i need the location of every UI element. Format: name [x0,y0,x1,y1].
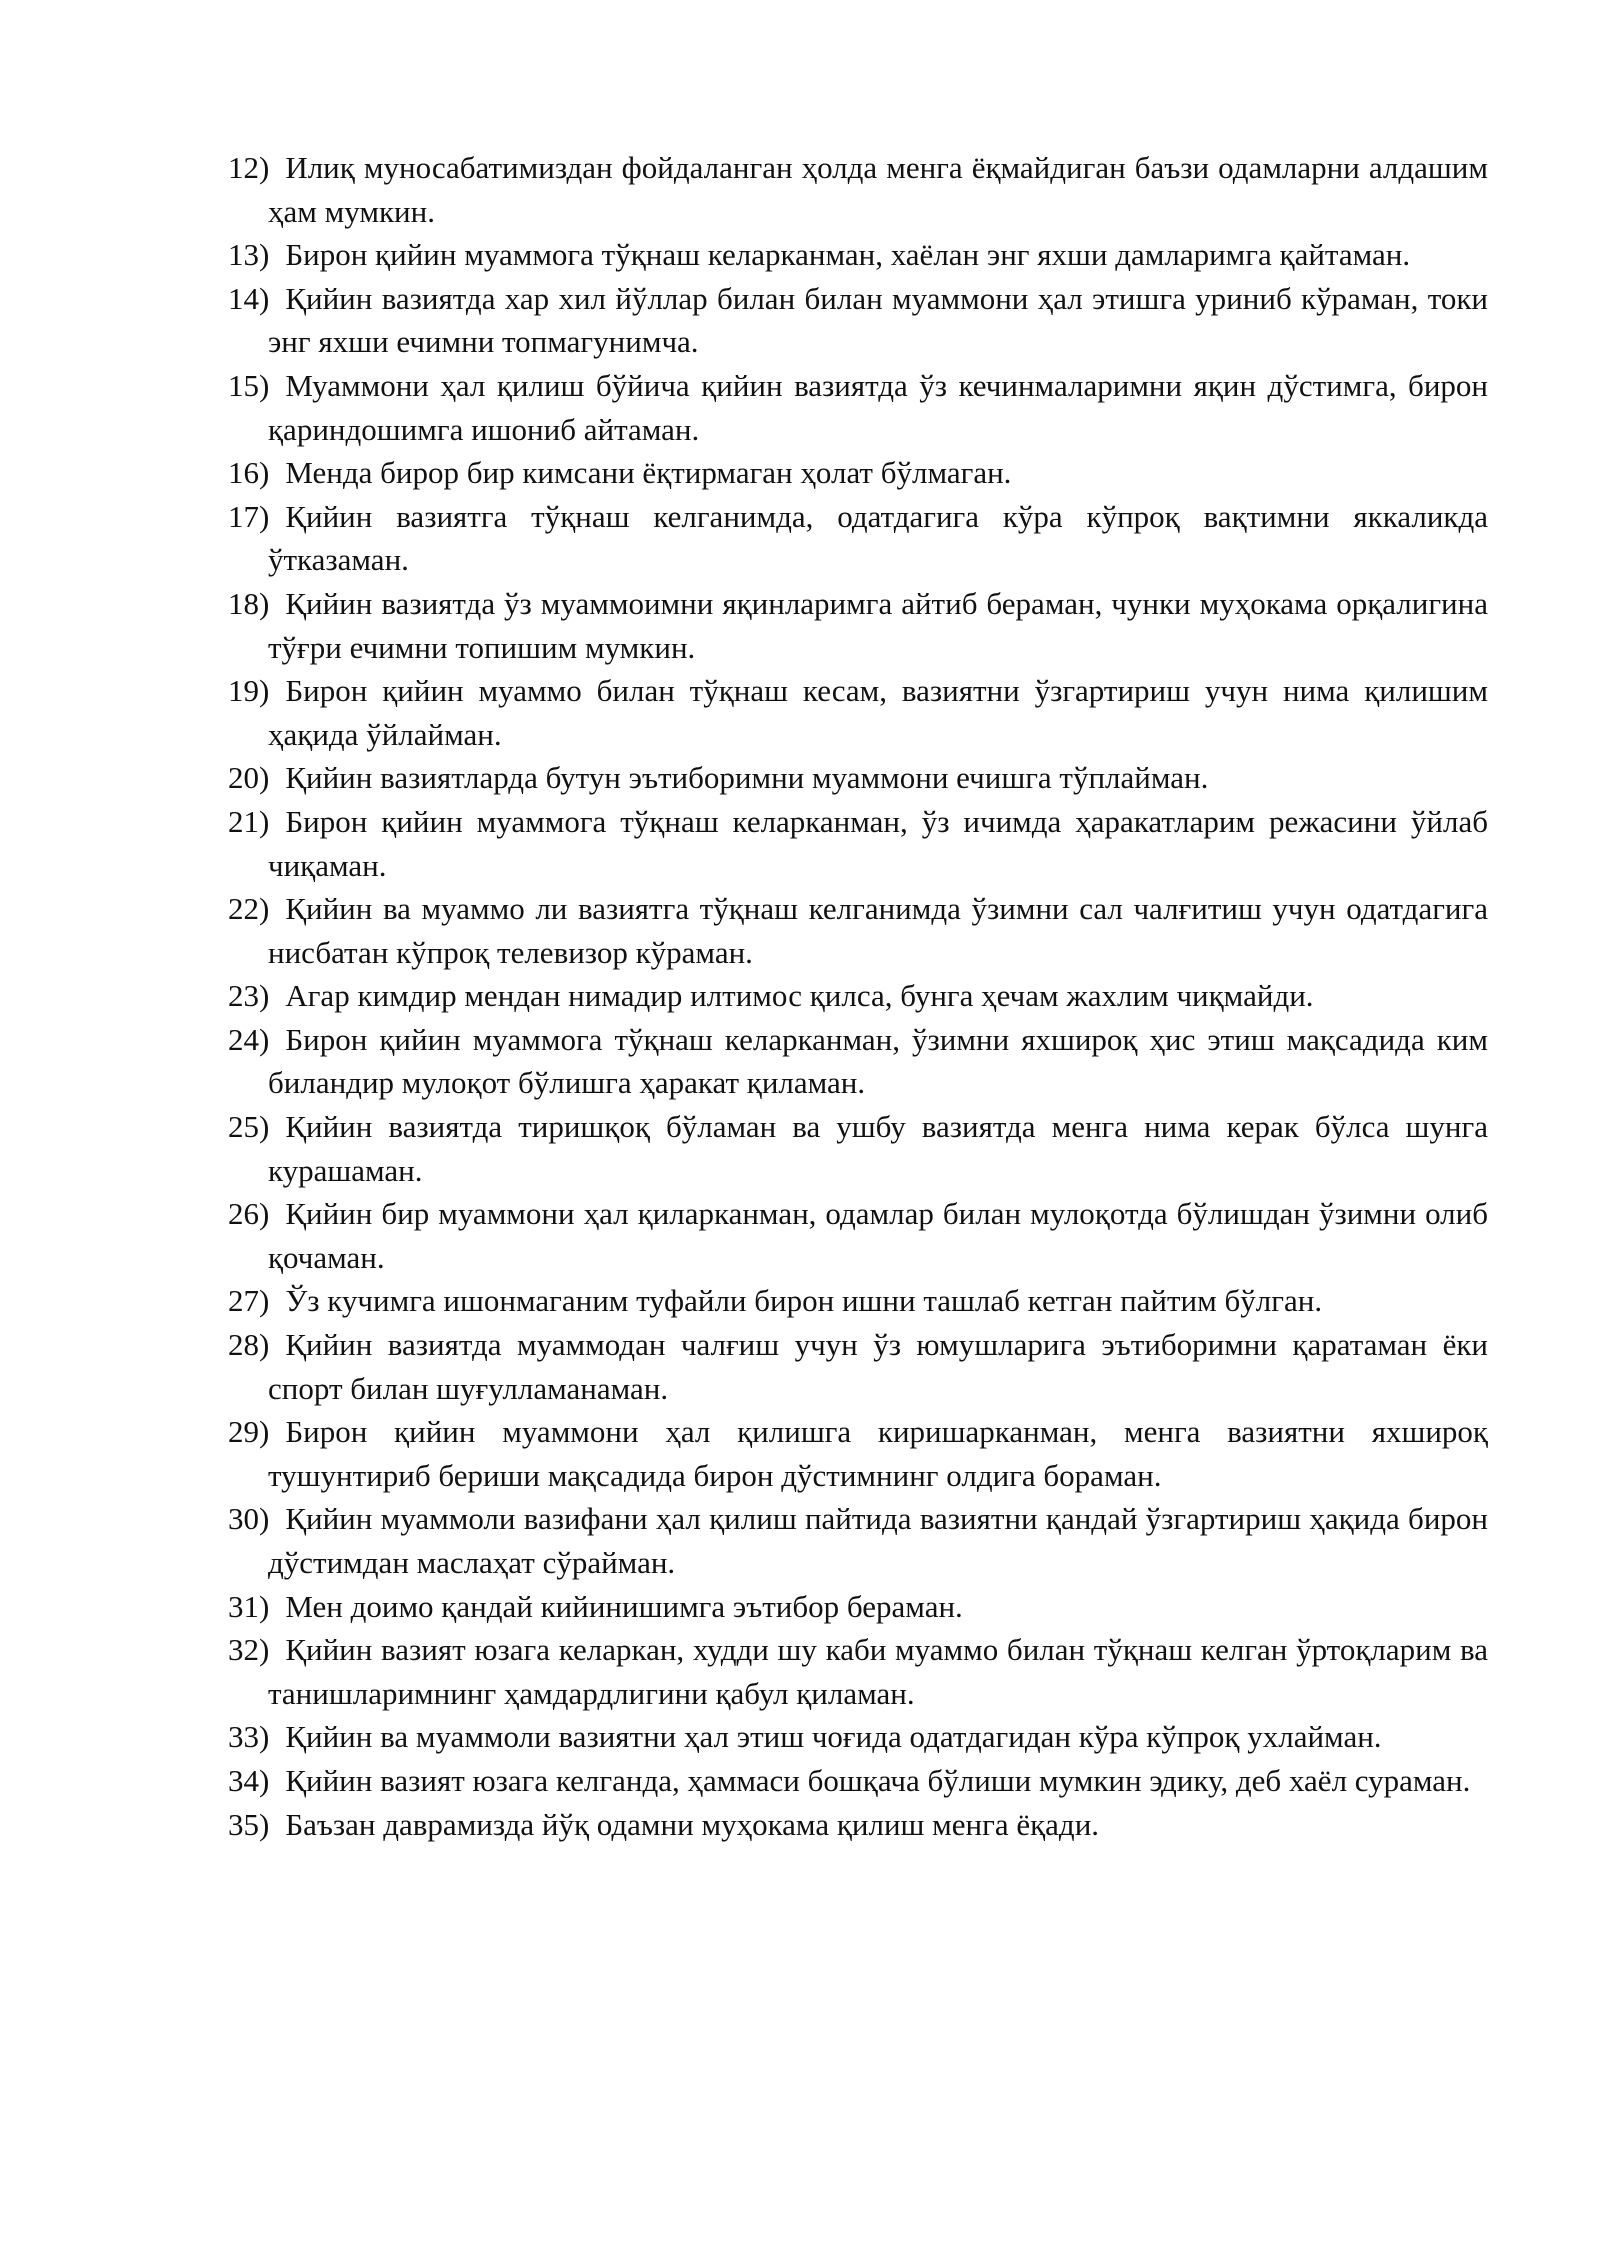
item-number: 33) [228,1719,270,1755]
list-item [228,1279,1488,1323]
item-text: Қийин муаммоли вазифани ҳал қилиш пайтида вазиятни қандай ўзгартириш ҳақида бирон дўстимдан маслаҳат сўрайман. [268,1501,1488,1580]
item-text: Қийин вазиятга тўқнаш келганимда, одатдагига кўра кўпроқ вақтимни яккаликда ўтказаман. [268,498,1488,578]
item-number: 28) [228,1327,270,1363]
list-item [228,1497,1488,1584]
list-item [228,1105,1488,1192]
item-text: Бирон қийин муаммога тўқнаш келарканман, ўзимни яхшироқ ҳис этиш мақсадида ким биландир мулоқот бўлишга ҳаракат қиламан. [268,1021,1488,1101]
item-number: 23) [228,978,270,1014]
item-number: 15) [228,367,270,403]
item-text: Бирон қийин муаммога тўқнаш келарканман, ўз ичимда ҳаракатларим режасини ўйлаб чиқаман. [268,803,1488,883]
document-page [228,146,1488,1846]
list-item [228,1628,1488,1715]
list-item [228,582,1488,669]
item-text: Қийин вазиятда муаммодан чалғиш учун ўз юмушларига эътиборимни қаратаман ёки спорт билан шуғулламанаман. [268,1327,1488,1406]
item-number: 12) [228,150,270,185]
list-item [228,1803,1488,1847]
item-text: Қийин бир муаммони ҳал қиларканман, одамлар билан мулоқотда бўлишдан ўзимни олиб қочаман. [268,1196,1488,1275]
list-item [228,451,1488,495]
item-text: Қийин ва муаммо ли вазиятга тўқнаш келганимда ўзимни сал чалғитиш учун одатдагига нисбатан кўпроқ телевизор кўраман. [268,891,1488,970]
item-text: Менда бирор бир кимсани ёқтирмаган ҳолат бўлмаган. [285,455,1012,491]
list-item [228,756,1488,800]
item-text: Бирон қийин муаммога тўқнаш келарканман, хаёлан энг яхши дамларимга қайтаман. [285,237,1411,273]
item-number: 19) [228,673,270,709]
item-text: Қийин вазиятда тиришқоқ бўламан ва ушбу вазиятда менга нима керак бўлса шунга курашаман. [268,1109,1488,1188]
item-text: Илиқ муносабатимиздан фойдаланган ҳолда менга ёқмайдиган баъзи одамларни алдашим ҳам мумкин. [268,150,1488,229]
list-item [228,1759,1488,1803]
list-item [228,146,1488,233]
list-item [228,364,1488,451]
list-item [228,1323,1488,1410]
item-text: Бирон қийин муаммони ҳал қилишга киришарканман, менга вазиятни яхшироқ тушунтириб бериши мақсадида бирон дўстимнинг олдига бораман. [268,1414,1488,1493]
item-number: 21) [228,803,270,839]
item-number: 29) [228,1414,270,1450]
item-text: Қийин ва муаммоли вазиятни ҳал этиш чоғида одатдагидан кўра кўпроқ ухлайман. [285,1719,1382,1755]
list-item [228,277,1488,364]
list-item [228,974,1488,1018]
list-item [228,1018,1488,1105]
item-text: Муаммони ҳал қилиш бўйича қийин вазиятда ўз кечинмаларимни яқин дўстимга, бирон қариндошимга ишониб айтаман. [268,367,1488,447]
list-item [228,1410,1488,1497]
item-number: 18) [228,585,270,621]
list-item [228,887,1488,974]
item-number: 22) [228,891,270,927]
item-number: 30) [228,1501,270,1537]
item-text: Қийин вазият юзага келаркан, худди шу каби муаммо билан тўқнаш келган ўртоқларим ва танишларимнинг ҳамдардлигини қабул қиламан. [268,1632,1488,1711]
item-number: 16) [228,455,270,491]
item-number: 25) [228,1109,270,1145]
item-number: 14) [228,280,270,316]
item-text: Қийин вазиятда ўз муаммоимни яқинларимга айтиб бераман, чунки муҳокама орқалигина тўғри ечимни топишим мумкин. [268,585,1488,665]
item-number: 34) [228,1762,270,1798]
item-number: 24) [228,1021,270,1057]
list-item [228,495,1488,582]
item-number: 13) [228,237,270,273]
item-number: 35) [228,1806,270,1842]
item-text: Мен доимо қандай кийинишимга эътибор бераман. [285,1588,963,1624]
numbered-list [228,146,1488,1846]
item-number: 26) [228,1196,270,1232]
item-number: 31) [228,1588,270,1624]
list-item [228,1585,1488,1629]
item-text: Баъзан даврамизда йўқ одамни муҳокама қилиш менга ёқади. [285,1806,1100,1842]
item-number: 32) [228,1632,270,1668]
item-text: Бирон қийин муаммо билан тўқнаш кесам, вазиятни ўзгартириш учун нима қилишим ҳақида ўйлайман. [268,673,1488,752]
item-number: 20) [228,760,270,796]
item-number: 17) [228,498,270,534]
list-item [228,1192,1488,1279]
list-item [228,669,1488,756]
item-text: Қийин вазиятда хар хил йўллар билан билан муаммони ҳал этишга уриниб кўраман, токи энг яхши ечимни топмагунимча. [268,280,1488,360]
item-text: Ўз кучимга ишонмаганим туфайли бирон ишни ташлаб кетган пайтим бўлган. [285,1283,1323,1319]
list-item [228,1715,1488,1759]
list-item [228,233,1488,277]
list-item [228,800,1488,887]
item-text: Қийин вазиятларда бутун эътиборимни муаммони ечишга тўплайман. [285,760,1209,796]
item-text: Агар кимдир мендан нимадир илтимос қилса, бунга ҳечам жахлим чиқмайди. [285,978,1314,1014]
item-number: 27) [228,1283,270,1319]
item-text: Қийин вазият юзага келганда, ҳаммаси бошқача бўлиши мумкин эдику, деб хаёл сураман. [285,1762,1471,1798]
